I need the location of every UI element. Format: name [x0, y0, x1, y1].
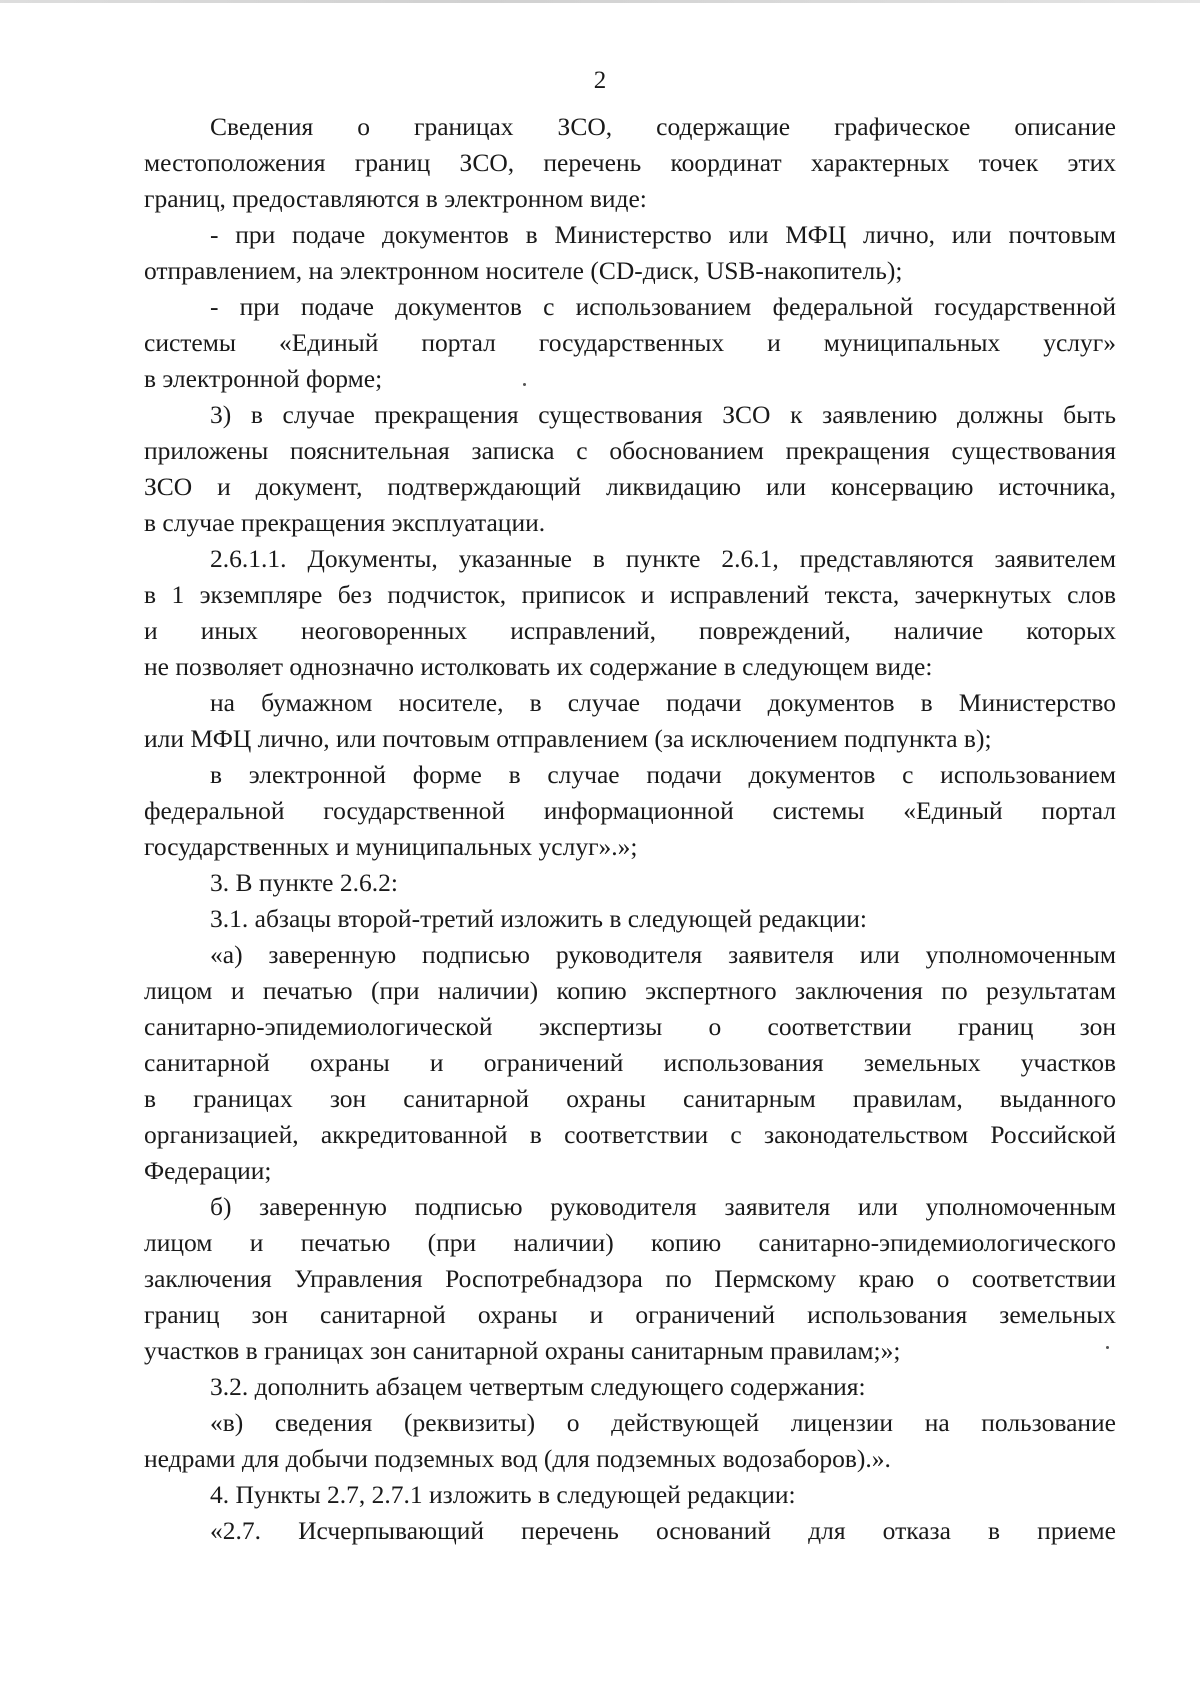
text-line: и иных неоговоренных исправлений, повреждений, наличие которых [144, 616, 1116, 645]
text-line: в границах зон санитарной охраны санитарным правилам, выданного [144, 1084, 1116, 1113]
text-line: «в) сведения (реквизиты) о действующей лицензии на пользование [210, 1408, 1116, 1437]
text-line: в электронной форме в случае подачи документов с использованием [210, 760, 1116, 789]
text-line: не позволяет однозначно истолковать их содержание в следующем виде: [144, 652, 933, 681]
text-line: санитарно-эпидемиологической экспертизы о соответствии границ зон [144, 1012, 1116, 1041]
text-line: лицом и печатью (при наличии) копию санитарно-эпидемиологического [144, 1228, 1116, 1257]
text-line: в 1 экземпляре без подчисток, приписок и исправлений текста, зачеркнутых слов [144, 580, 1116, 609]
text-line: 3.1. абзацы второй-третий изложить в следующей редакции: [210, 904, 867, 933]
text-line: - при подаче документов в Министерство или МФЦ лично, или почтовым [210, 220, 1116, 249]
text-line: 3. В пункте 2.6.2: [210, 868, 398, 897]
text-line: б) заверенную подписью руководителя заявителя или уполномоченным [210, 1192, 1116, 1221]
text-line: организацией, аккредитованной в соответствии с законодательством Российской [144, 1120, 1116, 1149]
text-line: лицом и печатью (при наличии) копию экспертного заключения по результатам [144, 976, 1116, 1005]
text-line: - при подаче документов с использованием федеральной государственной [210, 292, 1116, 321]
text-line: системы «Единый портал государственных и муниципальных услуг» [144, 328, 1116, 357]
text-line: государственных и муниципальных услуг».»; [144, 832, 638, 861]
text-line: федеральной государственной информационной системы «Единый портал [144, 796, 1116, 825]
text-line: границ, предоставляются в электронном виде: [144, 184, 647, 213]
scan-speck [523, 383, 526, 386]
page-number: 2 [593, 67, 607, 94]
text-line: на бумажном носителе, в случае подачи документов в Министерство [210, 688, 1116, 717]
text-line: местоположения границ ЗСО, перечень координат характерных точек этих [144, 148, 1116, 177]
text-line: санитарной охраны и ограничений использования земельных участков [144, 1048, 1116, 1077]
text-line: 4. Пункты 2.7, 2.7.1 изложить в следующей редакции: [210, 1480, 796, 1509]
text-line: участков в границах зон санитарной охраны санитарным правилам;»; [144, 1336, 901, 1365]
text-line: границ зон санитарной охраны и ограничений использования земельных [144, 1300, 1116, 1329]
text-line: в электронной форме; [144, 364, 383, 393]
document-body [144, 109, 1116, 1549]
text-line: 3.2. дополнить абзацем четвертым следующего содержания: [210, 1372, 866, 1401]
scan-top-edge [0, 0, 1200, 3]
text-line: в случае прекращения эксплуатации. [144, 508, 546, 537]
text-line: ЗСО и документ, подтверждающий ликвидацию или консервацию источника, [144, 472, 1116, 501]
text-line: недрами для добычи подземных вод (для подземных водозаборов).». [144, 1444, 891, 1473]
text-line: заключения Управления Роспотребнадзора по Пермскому краю о соответствии [144, 1264, 1116, 1293]
text-line: «2.7. Исчерпывающий перечень оснований для отказа в приеме [210, 1516, 1116, 1545]
text-line: «а) заверенную подписью руководителя заявителя или уполномоченным [210, 940, 1116, 969]
text-line: или МФЦ лично, или почтовым отправлением (за исключением подпункта в); [144, 724, 992, 753]
text-line: Сведения о границах ЗСО, содержащие графическое описание [210, 112, 1116, 141]
text-line: отправлением, на электронном носителе (CD-диск, USB-накопитель); [144, 256, 903, 285]
text-line: 2.6.1.1. Документы, указанные в пункте 2.6.1, представляются заявителем [210, 544, 1116, 573]
scan-speck [1106, 1346, 1109, 1349]
text-line: приложены пояснительная записка с обоснованием прекращения существования [144, 436, 1116, 465]
text-line: Федерации; [144, 1156, 272, 1185]
text-line: 3) в случае прекращения существования ЗСО к заявлению должны быть [210, 400, 1116, 429]
